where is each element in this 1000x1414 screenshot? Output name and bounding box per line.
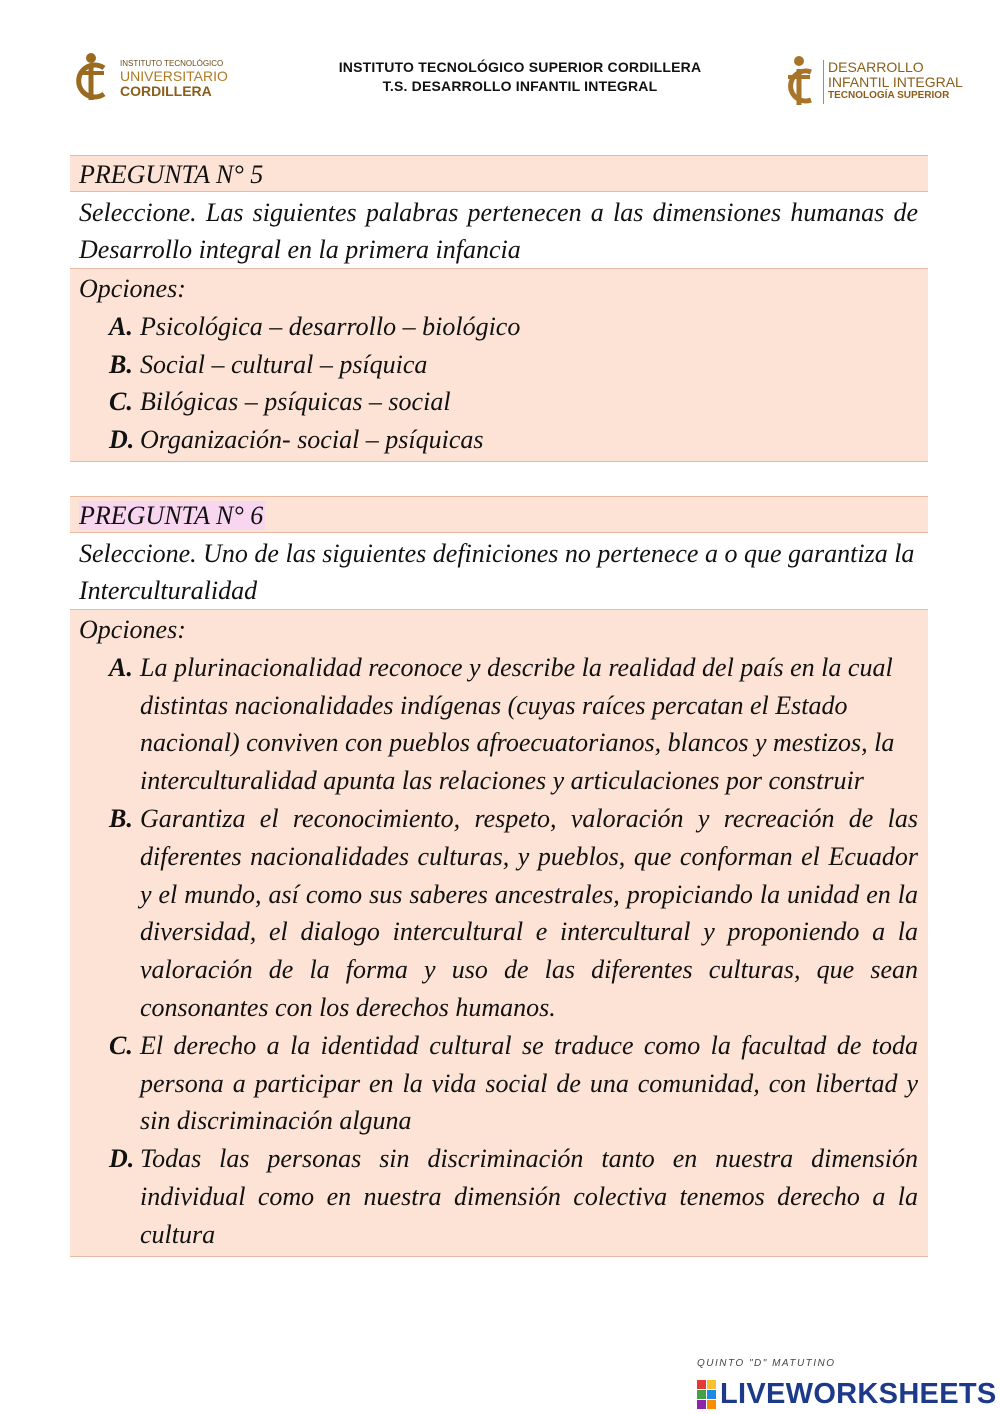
logo-left-line2: UNIVERSITARIO xyxy=(120,68,228,84)
question-6 xyxy=(70,496,928,1257)
page-header xyxy=(0,0,1000,130)
question-6-title-text: PREGUNTA N° 6 xyxy=(79,501,264,530)
program-name: T.S. DESARROLLO INFANTIL INTEGRAL xyxy=(382,78,658,94)
option-text: La plurinacionalidad reconoce y describe la realidad del país en la cual distintas nacionalidades indígenas (cuyas raíces percatan el Estado nacional) conviven con pueblos afroecuatorianos, blancos y mestizos, la interculturalidad apunta las relaciones y articulaciones por construir xyxy=(140,652,895,796)
question-5-statement: Seleccione. Las siguientes palabras pertenecen a las dimensiones humanas de Desarrollo integral en la primera infancia xyxy=(79,198,918,264)
liveworksheets-logo[interactable] xyxy=(697,1378,997,1410)
liveworksheets-brand: LIVEWORKSHEETS xyxy=(720,1377,997,1410)
desarrollo-infantil-logo xyxy=(780,54,970,110)
option-b[interactable] xyxy=(79,800,918,1027)
options-label: Opciones: xyxy=(79,274,186,303)
logo-left-line3: CORDILLERA xyxy=(120,83,212,99)
logo-right-line1: DESARROLLO xyxy=(828,59,924,75)
block-1 xyxy=(697,1380,706,1389)
block-6 xyxy=(707,1400,716,1409)
option-text: Psicológica – desarrollo – biológico xyxy=(140,311,521,341)
question-5-title: PREGUNTA N° 5 xyxy=(70,155,928,192)
option-c[interactable] xyxy=(79,1027,918,1140)
option-d[interactable] xyxy=(79,1140,918,1253)
logo-right-line2: INFANTIL INTEGRAL xyxy=(828,74,963,90)
option-text: Garantiza el reconocimiento, respeto, valoración y recreación de las diferentes nacionalidades culturas, y pueblos, que conforman el Ecuador y el mundo, así como sus saberes ancestrales, propiciando la unidad en la diversidad, el dialogo intercultural e intercultural y proponiendo a la valoración de la forma y uso de las diferentes culturas, que sean consonantes con los derechos humanos. xyxy=(140,803,918,1022)
block-4 xyxy=(707,1390,716,1399)
option-letter: D. xyxy=(109,1144,135,1174)
option-text: Social – cultural – psíquica xyxy=(140,349,428,379)
logo-left-line1: INSTITUTO TECNOLÓGICO xyxy=(120,59,224,68)
option-text: Organización- social – psíquicas xyxy=(140,425,484,455)
block-2 xyxy=(707,1380,716,1389)
option-text: El derecho a la identidad cultural se traduce como la facultad de toda persona a participar en la vida social de una comunidad, con libertad y sin discriminación alguna xyxy=(140,1030,918,1136)
option-letter: A. xyxy=(109,311,133,341)
course-label: QUINTO "D" MATUTINO xyxy=(697,1358,836,1369)
option-letter: B. xyxy=(109,803,133,833)
institution-header xyxy=(270,58,770,96)
question-5 xyxy=(70,155,928,462)
block-5 xyxy=(697,1400,706,1409)
cordillera-logo xyxy=(70,52,240,104)
option-letter: B. xyxy=(109,349,133,379)
question-6-title xyxy=(70,496,928,533)
logo-divider xyxy=(823,60,824,104)
cordillera-emblem-icon xyxy=(70,52,116,102)
options-label: Opciones: xyxy=(79,615,186,644)
logo-right-line3: TECNOLOGÍA SUPERIOR xyxy=(828,90,950,101)
block-3 xyxy=(697,1390,706,1399)
option-c[interactable] xyxy=(79,383,918,421)
option-letter: C. xyxy=(109,387,133,417)
question-5-options xyxy=(70,268,928,462)
option-b[interactable] xyxy=(79,346,918,384)
option-text: Todas las personas sin discriminación tanto en nuestra dimensión individual como en nuestra dimensión colectiva tenemos derecho a la cultura xyxy=(140,1144,918,1249)
option-letter: D. xyxy=(109,425,135,455)
option-letter: A. xyxy=(109,652,133,682)
question-6-statement: Seleccione. Uno de las siguientes definiciones no pertenece a o que garantiza la Interculturalidad xyxy=(79,539,915,605)
option-a[interactable] xyxy=(79,308,918,346)
desarrollo-emblem-icon xyxy=(780,54,822,108)
option-text: Bilógicas – psíquicas – social xyxy=(140,387,451,417)
option-letter: C. xyxy=(109,1030,133,1060)
question-6-options xyxy=(70,609,928,1257)
institution-name: INSTITUTO TECNOLÓGICO SUPERIOR CORDILLERA xyxy=(338,59,702,75)
option-d[interactable] xyxy=(79,421,918,459)
liveworksheets-blocks-icon xyxy=(697,1380,716,1409)
option-a[interactable] xyxy=(79,649,918,800)
